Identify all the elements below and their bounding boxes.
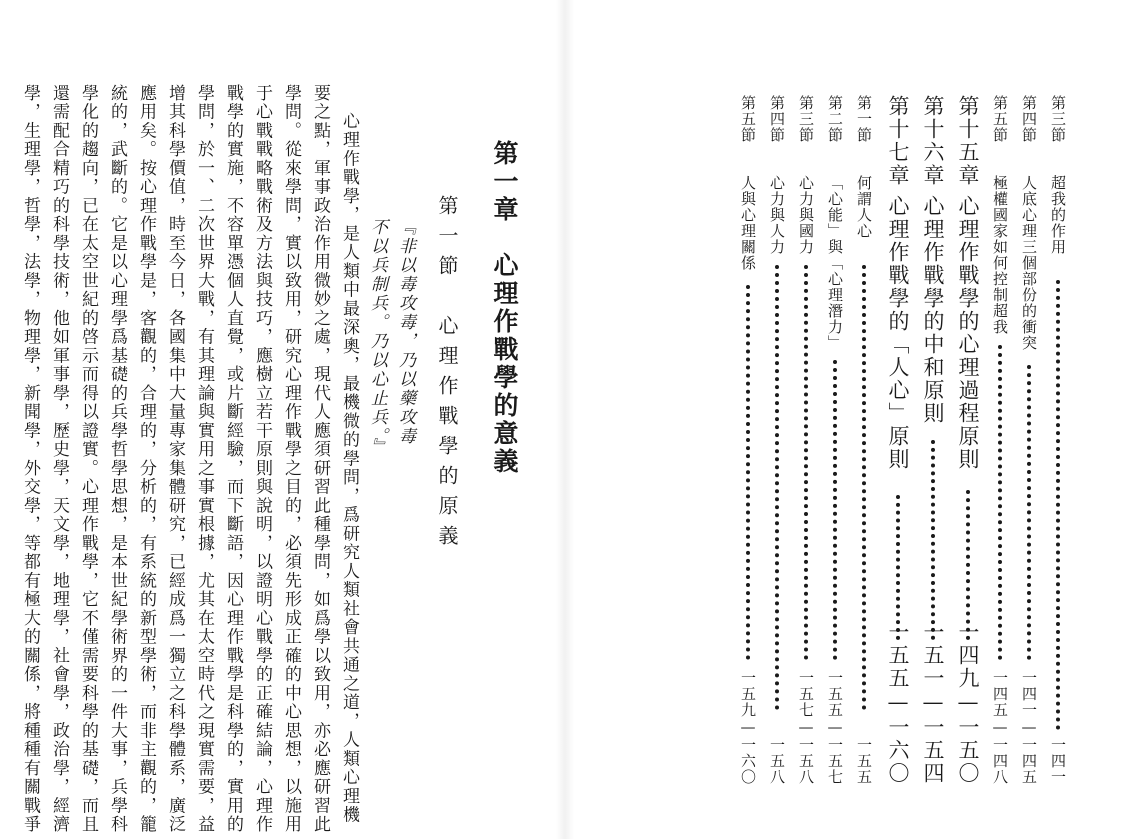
paragraph-line: 統的，武斷的。它是以心理學爲基礎的兵學哲學思想，是本世紀學術界的一件大事，兵學科 <box>107 84 127 834</box>
paragraph-line: 于心戰戰略戰術及方法與技巧，應樹立若干原則與說明，以證明心戰學的正確結論，心理作 <box>252 84 272 834</box>
paragraph-line: 學化的趨向，已在太空世紀的啓示而得以證實。心理作戰學，它不僅需要科學的基礎，而且 <box>78 84 98 834</box>
section-title: 第一節 心理作戰學的原義 <box>435 195 459 555</box>
toc-pages: 一五五 <box>855 737 873 785</box>
toc-leader-dots <box>896 495 900 640</box>
toc-pages: 一四一 <box>1049 737 1067 785</box>
toc-title: 心理作戰學的中和原則 <box>921 195 945 425</box>
paragraph-line: 學問。從來學問，實以致用，研究心理作戰學之目的，必須先形成正確的中心思想，以施用 <box>281 84 301 834</box>
toc-label: 第十六章 <box>921 95 945 187</box>
toc-title: 人與心理關係 <box>739 175 757 271</box>
toc-label: 第三節 <box>797 95 815 143</box>
toc-title: 心力與國力 <box>797 175 815 255</box>
chapter-title: 第一章 心理作戰學的意義 <box>490 140 519 476</box>
toc-title: 「心能」與「心理潛力」 <box>826 175 844 351</box>
toc-title: 心理作戰學的心理過程原則 <box>956 195 980 471</box>
epigraph-line: 不以兵制兵。乃以心止兵。』 <box>367 218 387 457</box>
toc-title: 何謂人心 <box>855 175 873 239</box>
toc-pages: 一四一—一四五 <box>1020 670 1038 785</box>
toc-entry <box>849 95 879 785</box>
toc-entry <box>791 95 821 785</box>
toc-pages: 一四五—一四八 <box>991 670 1009 785</box>
toc-title: 極權國家如何控制超我 <box>991 175 1009 335</box>
toc-leader-dots <box>1027 365 1031 660</box>
toc-title: 心力與人力 <box>768 175 786 255</box>
toc-pages: 一四九—一五〇 <box>956 621 980 785</box>
toc-label: 第一節 <box>855 95 873 143</box>
toc-entry <box>985 95 1015 785</box>
toc-leader-dots <box>746 285 750 660</box>
toc-entry-chapter <box>918 95 948 785</box>
toc-title: 超我的作用 <box>1049 175 1067 255</box>
toc-pages: 一五九—一六〇 <box>739 670 757 785</box>
toc-entry <box>1014 95 1044 785</box>
toc-label: 第三節 <box>1049 95 1067 143</box>
toc-label: 第五節 <box>991 95 1009 143</box>
toc-entry <box>1043 95 1073 785</box>
epigraph-line: 『非以毒攻毒，乃以藥攻毒 <box>395 218 415 446</box>
toc-pages: 一五五—一五七 <box>826 670 844 785</box>
left-page <box>0 0 565 839</box>
toc-leader-dots <box>833 360 837 660</box>
toc-pages: 一五七—一五八 <box>797 670 815 785</box>
toc-entry <box>733 95 763 785</box>
toc-leader-dots <box>1056 280 1060 730</box>
toc-entry <box>820 95 850 785</box>
paragraph-line: 要之點，軍事政治作用微妙之處，現代人應須研習此種學問，如爲學以致用，亦必應研習此 <box>310 84 330 834</box>
toc-leader-dots <box>931 440 935 640</box>
toc-title: 人底心理三個部份的衝突 <box>1020 175 1038 351</box>
toc-label: 第五節 <box>739 95 757 143</box>
paragraph-line: 還需配合精巧的科學技術，他如軍事學，歷史學，天文學，地理學，社會學，政治學，經濟 <box>49 84 69 834</box>
toc-leader-dots <box>775 265 779 710</box>
toc-leader-dots <box>804 265 808 660</box>
toc-leader-dots <box>862 265 866 710</box>
toc-pages: 一五一—一五四 <box>921 621 945 785</box>
right-page <box>565 0 1131 839</box>
paragraph-line: 戰學的實施，不容單憑個人直覺，或片斷經驗，而下斷語，因心理作戰學是科學的，實用的 <box>223 84 243 834</box>
toc-label: 第四節 <box>1020 95 1038 143</box>
toc-pages: 一五八 <box>768 737 786 785</box>
toc-entry-chapter <box>883 95 913 785</box>
toc-leader-dots <box>966 490 970 640</box>
toc-label: 第二節 <box>826 95 844 143</box>
paragraph-line: 學，生理學，哲學，法學，物理學，新聞學，外交學，等都有極大的關係，將種種有關戰爭 <box>20 84 40 834</box>
paragraph-line: 增其科學價值，時至今日，各國集中大量專家集體研究，已經成爲一獨立之科學體系，廣泛 <box>165 84 185 834</box>
toc-label: 第十五章 <box>956 95 980 187</box>
paragraph-line: 心理作戰學，是人類中最深奧，最機微的學問，爲研究人類社會共通之道，人類心理機 <box>339 112 359 825</box>
toc-label: 第十七章 <box>886 95 910 187</box>
toc-entry-chapter <box>953 95 983 785</box>
toc-title: 心理作戰學的「人心」原則 <box>886 195 910 471</box>
toc-leader-dots <box>998 345 1002 660</box>
paragraph-line: 應用矣。按心理作戰學是，客觀的，合理的，分析的，有系統的新型學術，而非主觀的，籠 <box>136 84 156 834</box>
toc-pages: 一五五—一六〇 <box>886 621 910 785</box>
paragraph-line: 學問，於一、二次世界大戰，有其理論與實用之事實根據，尤其在太空時代之現實需要，益 <box>194 84 214 834</box>
toc-label: 第四節 <box>768 95 786 143</box>
toc-entry <box>762 95 792 785</box>
